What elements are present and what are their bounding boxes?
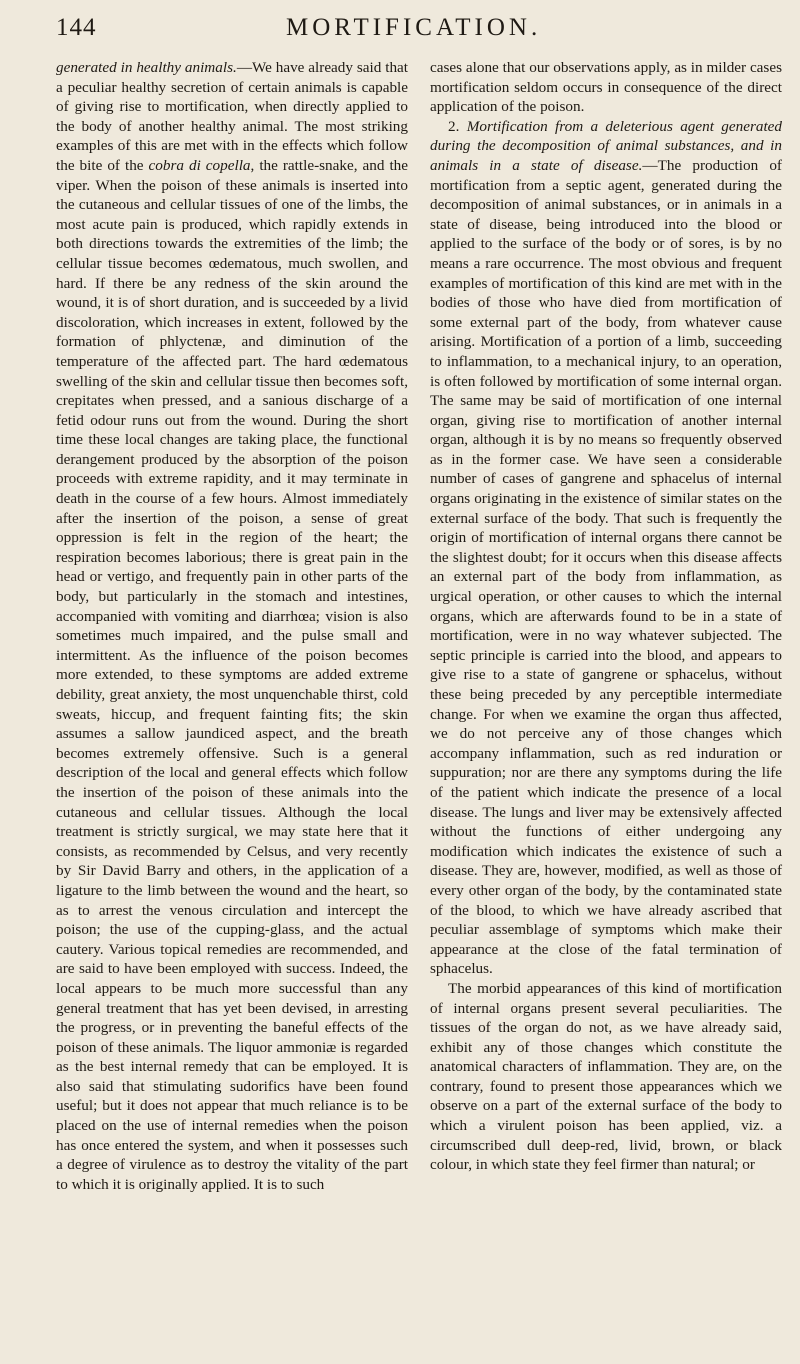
page-header xyxy=(56,8,770,48)
page-number: 144 xyxy=(56,14,97,41)
right-paragraph-continued: cases alone that our observations apply, as in milder cases mortification seldom occurs in consequence of the direct application of the poison. xyxy=(430,59,782,116)
species-name-italic: cobra di copella xyxy=(148,156,251,174)
paragraph-text: , the rattle-snake, and the viper. When the poison of these animals is inserted into the cutaneous and cellular tissues of one of the limbs, the most acute pain is produced, which rapidly extends in both directions towards the extremities of the limb; the cellular tissue becomes œdematous, much swollen, and hard. If there be any redness of the skin around the wound, it is of short duration, and is succeeded by a livid discoloration, which increases in extent, followed by the formation of phlyctenæ, and diminution of the temperature of the affected part. The hard œdematous swelling of the skin and cellular tissue then becomes soft, crepitates when pressed, and a sanious discharge of a fetid odour runs out from the wound. During the short time these local changes are taking place, the functional derangement produced by the absorption of the poison proceeds with extreme rapidity, and it may terminate in death in the course of a few hours. Almost immediately after the insertion of the poison, a sense of great oppression is felt in the region of the heart; the respiration becomes laborious; there is great pain in the head or vertigo, and frequently pain in other parts of the body, but particularly in the stomach and intestines, accompanied with vomiting and diarrhœa; vision is also sometimes much impaired, and the pulse small and intermittent. As the influence of the poison becomes more extended, to these symptoms are added extreme debility, great anxiety, the most unquenchable thirst, cold sweats, hiccup, and frequent fainting fits; the skin assumes a sallow jaundiced aspect, and the breath becomes extremely offensive. Such is a general description of the local and general effects which follow the insertion of the poison of these animals into the cutaneous and cellular tissues. Although the local treatment is strictly surgical, we may state here that it consists, as recommended by Celsus, and very recently by Sir David Barry and others, in the application of a ligature to the limb between the wound and the heart, so as to arrest the venous circulation and intercept the poison; the use of the cupping-glass, and the actual cautery. Various topical remedies are recommended, and are said to have been employed with success. Indeed, the local appears to be much more successful than any general treatment that has yet been devised, in arresting the progress, or in preventing the baneful effects of the poison of these animals. The liquor ammoniæ is regarded as the best internal remedy that can be employed. It is also said that stimulating sudorifics have been found useful; but it does not appear that much reliance is to be placed on the use of internal remedies when the poison has once entered the system, and when it possesses such a degree of virulence as to destroy the vitality of the part to which it is originally applied. It is to such xyxy=(56,156,408,1193)
right-column xyxy=(430,58,782,1175)
running-head: MORTIFICATION. xyxy=(286,14,542,41)
section-heading-italic: Mortification from a deleterious agent generated during the decomposition of animal substances, and in animals in a state of disease. xyxy=(430,117,783,174)
paragraph-text: —The production of mortification from a septic agent, generated during the decomposition of animal substances, or in animals in a state of disease, being introduced into the blood or applied to the surface of the body or of sores, is by no means a rare occurrence. The most obvious and frequent examples of mortification of this kind are met with in the bodies of those who have died from mortification of some external part of the body, from whatever cause arising. Mortification of a portion of a limb, succeeding to inflammation, to a mechanical injury, to an operation, is often followed by mortification of some internal organ. The same may be said of mortification of one internal organ, giving rise to mortification of another internal organ, although it is by no means so frequently observed as in the former case. We have seen a considerable number of cases of gangrene and sphacelus of internal organs originating in the existence of similar states on the external surface of the body. That such is frequently the origin of mortification of internal organs there cannot be the slightest doubt; for it occurs when this disease affects an external part of the body from inflammation, as urgical operation, or other causes to which the internal organs, which are afterwards found to be in a state of mortification, were in no way whatever subjected. The septic principle is carried into the blood, and appears to give rise to a state of gangrene or sphacelus, without these being preceded by any perceptible intermediate change. For when we examine the organ thus affected, we do not perceive any of those changes which accompany inflammation, such as red induration or suppuration; nor are there any symptoms during the life of the patient which indicate the presence of a local disease. The lungs and liver may be extensively affected without the functions of either undergoing any modification which indicates the existence of such a disease. They are, however, modified, as well as those of every other organ of the body, by the contaminated state of the blood, to which we have already ascribed that peculiar assemblage of symptoms which make their appearance at the close of the fatal termination of sphacelus. xyxy=(430,156,782,978)
morbid-appearances-paragraph: The morbid appearances of this kind of mortification of internal organs present several peculiarities. The tissues of the organ do not, as we have already said, exhibit any of those changes which constitute the anatomical characters of inflammation. They are, on the contrary, found to present those appearances which we observe on a part of the external surface of the body to which a virulent poison has been applied, viz. a circumscribed dull deep-red, livid, brown, or black colour, in which state they feel firmer than natural; or xyxy=(430,979,782,1174)
section-2-paragraph xyxy=(430,117,782,979)
left-column xyxy=(56,58,408,1194)
section-number: 2. xyxy=(448,117,467,135)
left-paragraph xyxy=(56,58,408,1194)
paragraph-text: —We have already said that a peculiar healthy secretion of certain animals is capable of giving rise to mortification, when directly applied to the body of another healthy animal. The most striking examples of this are met with in the effects which follow the bite of the xyxy=(56,59,408,174)
section-lead-italic: generated in healthy animals. xyxy=(56,59,237,76)
